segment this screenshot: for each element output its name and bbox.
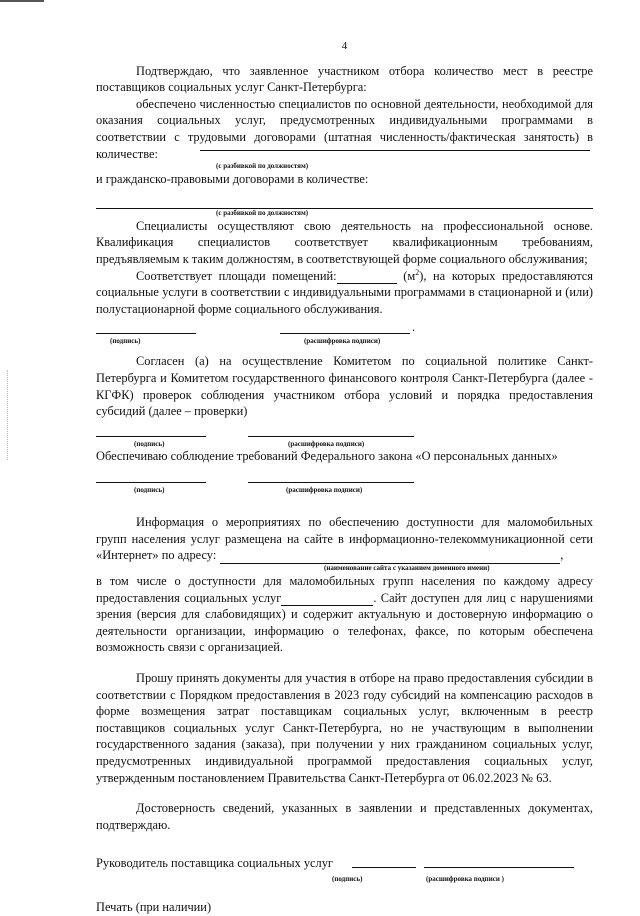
signature-caption-3: (подпись) <box>134 486 165 495</box>
area-unit: (м <box>403 268 416 283</box>
service-address-field[interactable] <box>281 593 373 606</box>
civil-contracts-paragraph: и гражданско-правовыми договорами в количестве: <box>96 172 369 187</box>
specialists-paragraph: Специалисты осуществляют свою деятельность на профессиональной основе. Квалификация специалистов соответствует квалификационным требованиям, предъявляемым к таким должностям, в соответствующей форме социального обслуживания; <box>96 218 593 266</box>
agree-paragraph: Согласен (а) на осуществление Комитетом по социальной политике Санкт-Петербурга и Комитетом государственного финансового контроля Санкт-Петербурга (далее - КГФК) проверок соблюдения участником отбора условий и порядка предоставления субсидий (далее – проверки) <box>96 354 593 419</box>
accessibility-site-text: . Сайт доступен для лиц с нарушениями зрения (версия для слабовидящих) и содержит актуальную и достоверную информацию о деятельности организации, информацию о телефонах, факсе, по которым обеспечена возможность связи с организацией. <box>96 590 593 655</box>
top-edge-mark <box>0 0 44 2</box>
margin-binding-marks <box>7 370 9 460</box>
decoding-caption-4: (расшифровка подписи ) <box>426 875 504 884</box>
signature-row-3 <box>96 472 593 482</box>
decoding-caption-1: (расшифровка подписи) <box>304 337 381 346</box>
signature-caption-2: (подпись) <box>134 439 165 448</box>
signature-row-2 <box>96 426 593 436</box>
site-address-field[interactable] <box>220 551 560 564</box>
document-page <box>96 38 593 916</box>
request-paragraph: Прошу принять документы для участия в отборе на право предоставления субсидии в соответствии с Порядком предоставления в 2023 году субсидий на компенсацию расходов в форме возмещения затрат поставщикам социальных услуг, включенным в реестр поставщиков социальных услуг Санкт-Петербурга, но не участвующим в выполнении государственного задания (заказа), при получении у них гражданином социальных услуг, предусмотренных индивидуальной программой предоставления социальных услуг, утвержденным постановлением Правительства Санкт-Петербурга от 06.02.2023 № 63. <box>96 671 593 785</box>
accessibility-info-text: Информация о мероприятиях по обеспечению доступности для маломобильных групп населения услуг размещена на сайте в информационно-телекоммуникационной сети «Интернет» по адресу: <box>96 515 593 563</box>
signature-row-dot: . <box>412 320 416 335</box>
positions-caption-1: (с разбивкой по должностям) <box>216 162 309 171</box>
head-signature-row <box>96 855 593 871</box>
signature-row-1 <box>96 320 593 335</box>
head-signature-field[interactable] <box>352 857 416 868</box>
page-number: 4 <box>341 40 348 52</box>
site-address-comma: , <box>560 548 564 563</box>
area-unit-sup: 2 <box>415 267 420 277</box>
accessibility-info-paragraph <box>96 514 593 564</box>
signature-caption-4: (подпись) <box>332 875 363 884</box>
personal-data-paragraph: Обеспечиваю соблюдение требований Федерального закона «О персональных данных» <box>96 448 558 463</box>
positions-caption-2: (с разбивкой по должностям) <box>216 208 309 217</box>
staff-row <box>96 96 593 162</box>
head-decoding-field[interactable] <box>424 857 574 868</box>
head-label: Руководитель поставщика социальных услуг <box>96 856 334 871</box>
area-paragraph <box>96 268 593 318</box>
confirm-paragraph: Подтверждаю, что заявленное участником отбора количество мест в реестре поставщиков социальных услуг Санкт-Петербурга: <box>96 63 593 95</box>
stamp-label: Печать (при наличии) <box>96 900 212 915</box>
civil-count-field[interactable] <box>96 194 593 209</box>
decoding-caption-3: (расшифровка подписи) <box>286 486 363 495</box>
accessibility-detail-text: в том числе о доступности для маломобильных групп населения по каждому адресу предоставления социальных услуг <box>96 574 593 605</box>
site-caption: (наименование сайта с указанием доменного имени) <box>324 564 490 573</box>
accessibility-detail-paragraph <box>96 573 593 656</box>
decoding-caption-2: (расшифровка подписи) <box>288 439 365 448</box>
area-field[interactable] <box>337 271 397 284</box>
signature-caption-1: (подпись) <box>110 337 141 346</box>
staff-count-field[interactable] <box>200 150 590 151</box>
area-label: Соответствует площади помещений: <box>136 268 337 283</box>
reliability-paragraph: Достоверность сведений, указанных в заявлении и представленных документах, подтверждаю. <box>96 801 593 832</box>
staff-paragraph: обеспечено численностью специалистов по основной деятельности, необходимой для оказания социальных услуг, предусмотренных индивидуальными программами в соответствии с трудовыми договорами (штатная численность/фактическая занятость) в количестве: <box>96 96 593 161</box>
area-text: ), на которых предоставляются социальные услуги в соответствии с индивидуальными программами в стационарной и (или) полустационарной форме социального обслуживания. <box>96 268 593 316</box>
